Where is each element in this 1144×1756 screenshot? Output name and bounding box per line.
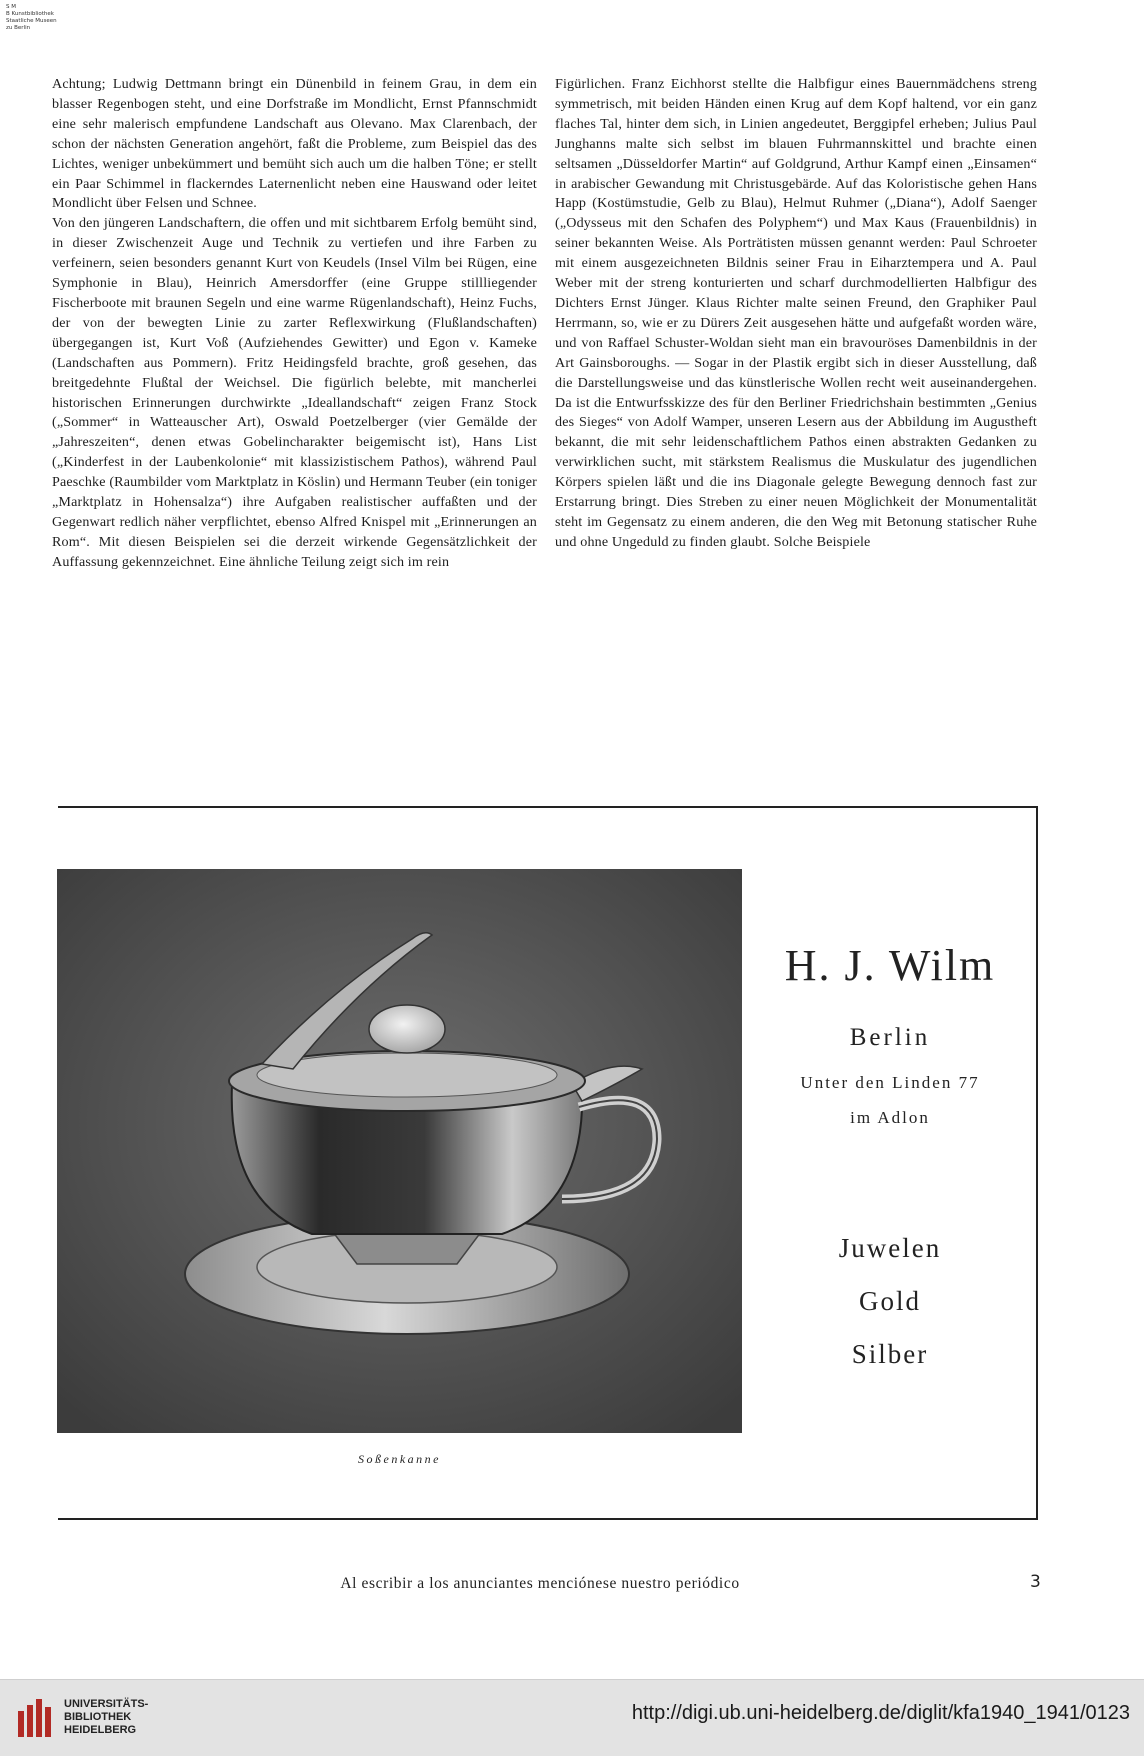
firm-goods	[742, 1222, 1038, 1381]
advertisement-right-rule	[1036, 806, 1038, 1520]
firm-city: Berlin	[849, 1024, 931, 1051]
article-paragraph: Von den jüngeren Landschaftern, die offen und mit sichtbarem Erfolg bemüht sind, in dieser Zwischenzeit Auge und Technik zu vertiefen und ihre Farben zu verfeinern, seien besonders genannt Kurt von Keudels (Insel Vilm bei Rügen, eine Symphonie in Blau), Heinrich Amersdorffer (eine Gruppe stillliegender Fischerboote mit braunen Segeln und eine warme Rügenlandschaft), Heinz Fuchs, der von der bewegten Linie zu zarter Reflexwirkung (Flußlandschaften) übergegangen ist, Kurt Voß (Aufziehendes Gewitter) und Egon v. Kameke (Landschaften aus Pommern). Fritz Heidingsfeld brachte, groß gesehen, das breitgedehnte Flußtal der Weichsel. Die figürlich belebte, mit mancherlei historischen Erinnerungen durchwirkte „Ideallandschaft“ zeigen Franz Stock („Sommer“ in Watteauscher Art), Oswald Poetzelberger (vier Gemälde der „Jahreszeiten“, denen etwas Gobelincharakter beigemischt ist), Hans List („Kinderfest in der Laubenkolonie“ mit klassizistischem Pathos), während Paul Paeschke (Raumbilder vom Marktplatz in Köslin) und Hermann Teuber (ein toniger „Marktplatz in Hohensalza“) ihre Aufgaben realistischer auffaßten und der Gegenwart redlich näher verpflichtet, ebenso Alfred Knispel mit „Erinnerungen an Rom“. Mit diesen Beispielen sei die derzeit wirkende Gegensätzlichkeit der Auffassung gekennzeichnet. Eine ähnliche Teilung zeigt sich im rein	[52, 215, 537, 570]
source-url-link[interactable]: http://digi.ub.uni-heidelberg.de/diglit/kfa1940_1941/0123	[631, 1702, 1130, 1724]
firm-street: Unter den Linden 77	[800, 1073, 980, 1092]
library-stamp	[6, 4, 86, 32]
article-left-column	[52, 75, 537, 573]
goods-item: Silber	[851, 1339, 929, 1369]
article-paragraph: Figürlichen. Franz Eichhorst stellte die Halbfigur eines Bauernmädchens streng symmetrisch, mit beiden Händen einen Krug auf dem Kopf haltend, vor ein ganz flaches Tal, hinter dem sich, in Linien angedeutet, Berggipfel erheben; Julius Paul Junghanns malte sich selbst im blauen Fuhrmannskittel und brachte einen seltsamen „Düsseldorfer Martin“ auf Goldgrund, Arthur Kampf einen „Einsamen“ in arabischer Gewandung mit Christusgebärde. Auf das Koloristische gehen Hans Happ (Kostümstudie, Gelb zu Blau), Helmut Ruhmer („Diana“), Adolf Saenger („Odysseus mit den Schafen des Polyphem“) und Max Kaus (Frauenbildnis) in seiner bekannten Weise. Als Porträtisten müssen genannt werden: Paul Schroeter mit einem ausgezeichneten Bildnis seiner Frau in Eiharztempera und A. Paul Weber mit der streng konturierten und scharf durchmodellierten Halbfigur des Dichters Ernst Jünger. Klaus Richter malte seinen Freund, den Graphiker Paul Herrmann, so, wie er zu Dürers Zeit ausgesehen hätte und aufgefaßt worden wäre, und von Raffael Schuster-Woldan sieht man ein bravouröses Damenbildnis in der Art Gainsboroughs. — Sogar in der Plastik ergibt sich in dieser Ausstellung, daß die Darstellungsweise und das künstlerische Wollen recht weit auseinandergehen. Da ist die Entwurfsskizze des für den Berliner Friedrichshain bestimmten „Genius des Sieges“ von Adolf Wamper, unseren Lesern aus der Abbildung im Augustheft bekannt, die mit sehr leidenschaftlichem Pathos einen abstrakten Gedanken zu verwirklichen sucht, mit stärkstem Realismus die Muskulatur des jugendlichen Körpers spielen läßt und die ins Diagonale gelegte Bewegung dennoch fast zur Erstarrung bringt. Dies Streben zu einer neuen Möglichkeit der Monumentalität steht im Gegensatz zu einem anderen, die den Weg mit Betonung statischer Ruhe und ohne Ungeduld zu finden glaubt. Solche Beispiele	[555, 76, 1037, 550]
advertisement-bottom-rule	[58, 1518, 1038, 1520]
firm-name: H. J. Wilm	[784, 941, 996, 990]
university-library-logo-icon	[16, 1697, 56, 1739]
library-name	[64, 1698, 148, 1737]
stamp-line: Staatliche Museen	[6, 18, 57, 24]
advertisement-top-rule	[58, 806, 1038, 808]
stamp-line: S M	[6, 4, 16, 10]
stamp-line: zu Berlin	[6, 25, 31, 31]
goods-item: Gold	[859, 1286, 921, 1316]
advertiser-note: Al escribir a los anunciantes menciónese nuestro periódico	[340, 1575, 740, 1592]
library-name-line: UNIVERSITÄTS-	[64, 1698, 149, 1710]
library-name-line: BIBLIOTHEK	[64, 1711, 132, 1723]
goods-item: Juwelen	[838, 1233, 942, 1263]
firm-location: im Adlon	[850, 1108, 930, 1127]
viewer-bar	[0, 1679, 1144, 1756]
sauce-boat-illustration	[57, 869, 742, 1433]
sauce-boat-photo	[57, 869, 742, 1433]
stamp-line: B Kunstbibliothek	[6, 11, 54, 17]
article-right-column	[555, 75, 1037, 553]
photo-caption: Soßenkanne	[358, 1452, 441, 1466]
article-paragraph: Achtung; Ludwig Dettmann bringt ein Dünenbild in feinem Grau, in dem ein blasser Regenbogen steht, und eine Dorfstraße im Mondlicht, Ernst Pfannschmidt eine sehr malerisch empfundene Landschaft aus Olevano. Max Clarenbach, der schon der nächsten Generation angehört, faßt die Probleme, zum Beispiel das des Lichtes, weniger unbekümmert und bemüht sich auch um die halben Töne; er stellt ein Paar Schimmel in flackerndes Laternenlicht neben eine Hauswand oder leitet Mondlicht über Felsen und Schnee.	[52, 76, 537, 212]
library-name-line: HEIDELBERG	[64, 1724, 137, 1736]
page-number: 3	[1030, 1572, 1041, 1592]
